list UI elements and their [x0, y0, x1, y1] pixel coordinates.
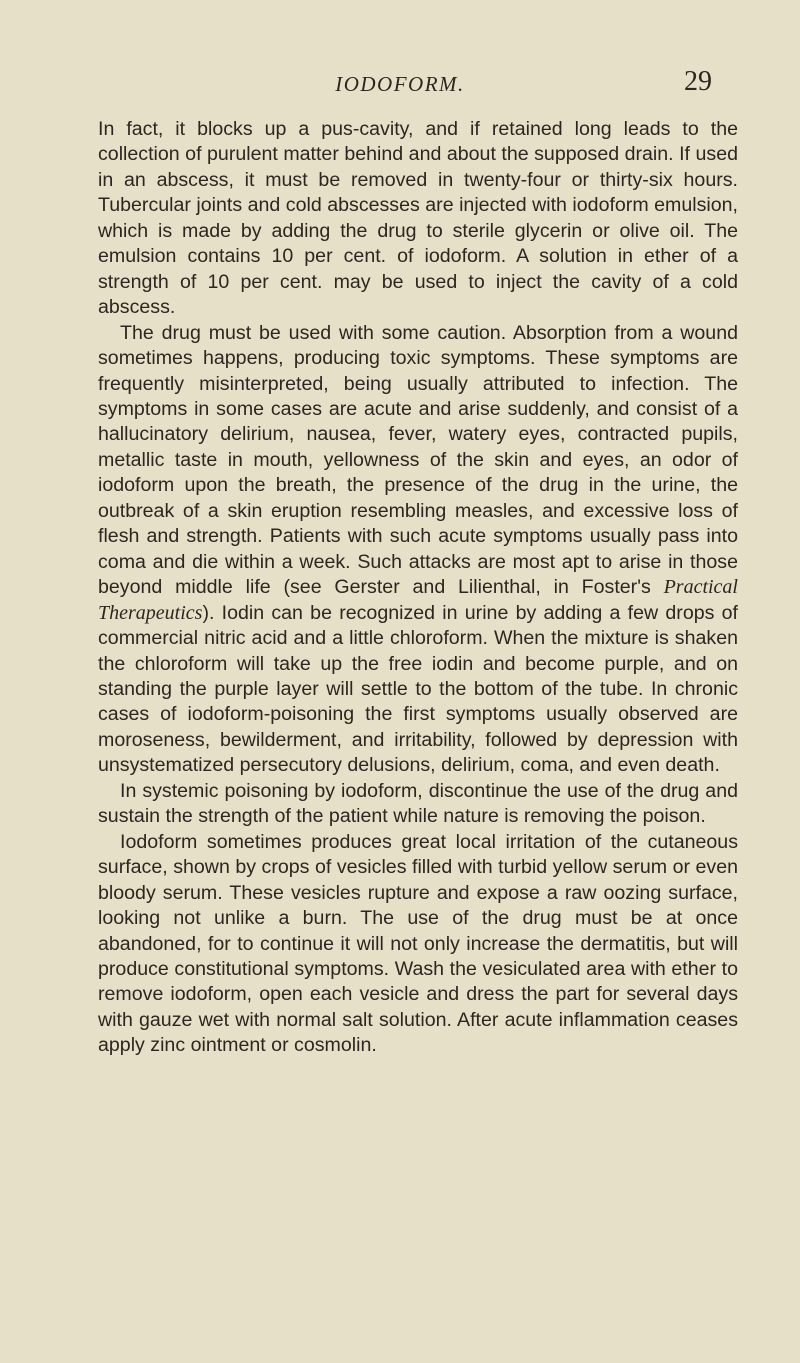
paragraph-text: The drug must be used with some caution. Absorption from a wound sometimes happens, producing toxic symptoms. These symptoms are frequently misinterpreted, being usually attributed to infection. The symptoms in some cases are acute and arise suddenly, and consist of a hallucinatory delirium, nausea, fever, watery eyes, contracted pupils, metallic taste in mouth, yellowness of the skin and eyes, an odor of iodoform upon the breath, the presence of the drug in the urine, the outbreak of a skin eruption resembling measles, and excessive loss of flesh and strength. Patients with such acute symptoms usually pass into coma and die within a week. Such attacks are most apt to arise in those beyond middle life (see Gerster and Lilienthal, in Foster's — [98, 321, 738, 599]
page-number: 29 — [684, 66, 712, 97]
paragraph-1 — [98, 117, 738, 321]
paragraph-text: In fact, it blocks up a pus-cavity, and if retained long leads to the collection of purulent matter behind and about the supposed drain. If used in an abscess, it must be removed in twenty-four or thirty-six hours. Tubercular joints and cold abscesses are injected with iodoform emulsion, which is made by adding the drug to sterile glycerin or olive oil. The emulsion contains 10 per cent. of iodoform. A solution in ether of a strength of 10 per cent. may be used to inject the cavity of a cold abscess. — [98, 118, 738, 319]
paragraph-text: ). Iodin can be recognized in urine by adding a few drops of commercial nitric acid and a little chloroform. When the mixture is shaken the chloroform will take up the free iodin and become purple, and on standing the purple layer will settle to the bottom of the tube. In chronic cases of iodoform-poisoning the first symptoms usually observed are moroseness, bewilderment, and irritability, followed by depression with unsystematized persecutory delusions, delirium, coma, and even death. — [98, 601, 738, 777]
paragraph-text: In systemic poisoning by iodoform, discontinue the use of the drug and sustain the strength of the patient while nature is removing the poison. — [98, 779, 738, 828]
running-header — [0, 64, 800, 104]
body-text — [98, 117, 738, 1059]
running-title: IODOFORM. — [335, 72, 465, 96]
paragraph-4 — [98, 830, 738, 1059]
book-title-italic: Practical Therapeutics — [98, 576, 738, 624]
paragraph-2 — [98, 321, 738, 779]
paragraph-3 — [98, 779, 738, 830]
paragraph-text: Iodoform sometimes produces great local irritation of the cutaneous surface, shown by crops of vesicles filled with turbid yellow serum or even bloody serum. These vesicles rupture and expose a raw oozing surface, looking not unlike a burn. The use of the drug must be at once abandoned, for to continue it will not only increase the dermatitis, but will produce constitutional symptoms. Wash the vesiculated area with ether to remove iodoform, open each vesicle and dress the part for several days with gauze wet with normal salt solution. After acute inflammation ceases apply zinc ointment or cosmolin. — [98, 830, 738, 1057]
